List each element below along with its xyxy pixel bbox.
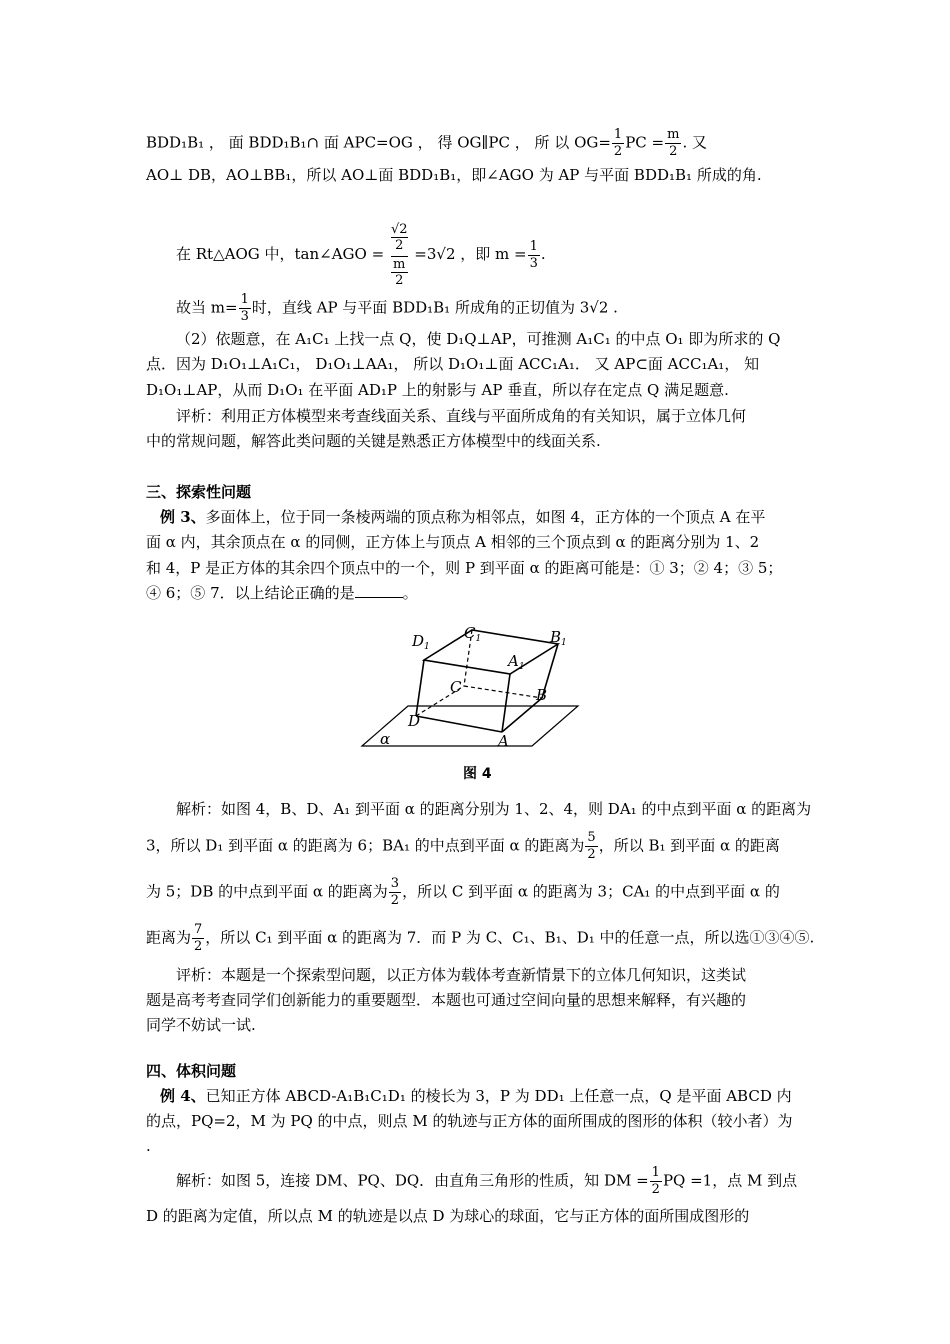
sec3-solution-line3 (146, 876, 810, 909)
text: =3√2 ，即 m = (414, 245, 527, 263)
sec3-comment-line1: 评析：本题是一个探索型问题，以正方体为载体考查新情景下的立体几何知识，这类试 (176, 966, 747, 984)
sec4-line3: . (146, 1137, 151, 1155)
p2-line2: 点．因为 D₁O₁⊥A₁C₁， D₁O₁⊥AA₁， 所以 D₁O₁⊥面 ACC₁A₁． 又 AP⊂面 ACC₁A₁， 知 (146, 355, 760, 373)
sec3-line1 (160, 506, 824, 528)
edge-d-a (416, 716, 502, 732)
text: 故当 m= (176, 298, 238, 317)
fraction: $\frac{3}{2}$ (390, 876, 400, 908)
sec3-solution-line1: 解析：如图 4，B、D、A₁ 到平面 α 的距离分别为 1、2、4，则 DA₁ 的中点到平面 α 的距离为 (176, 800, 812, 818)
text: 3，所以 D₁ 到平面 α 的距离为 6；BA₁ 的中点到平面 α 的距离为 (146, 836, 585, 855)
text: 距离为 (146, 928, 192, 947)
text: ，所以 C 到平面 α 的距离为 3；CA₁ 的中点到平面 α 的 (402, 882, 780, 901)
text: . (540, 245, 546, 263)
sec4-solution-line2: D 的距离为定值，所以点 M 的轨迹是以点 D 为球心的球面，它与正方体的面所围成图形的 (146, 1207, 750, 1225)
p1-line4 (176, 292, 810, 325)
label-a: A (498, 732, 509, 750)
text: ④ 6；⑤ 7．以上结论正确的是 (146, 584, 355, 602)
text: 在 Rt△AOG 中，tan∠AGO = (176, 245, 385, 263)
label-c1: $C_1$ (464, 624, 482, 644)
text: 多面体上，位于同一条棱两端的顶点称为相邻点，如图 4，正方体的一个顶点 A 在平 (205, 508, 766, 526)
p2-line4: 评析：利用正方体模型来考查线面关系、直线与平面所成角的有关知识，属于立体几何 (176, 407, 747, 425)
edge-a1-a (502, 674, 510, 732)
text: ，所以 B₁ 到平面 α 的距离 (598, 836, 780, 855)
text: PQ =1，点 M 到点 (662, 1171, 798, 1190)
section4-heading: 四、体积问题 (146, 1062, 237, 1080)
label-d1: $D_1$ (412, 632, 430, 652)
text: BDD₁B₁ ， 面 BDD₁B₁∩ 面 APC=OG ， 得 OG∥PC ， 所 以 OG= (146, 133, 611, 152)
fraction: $\frac{1}{3}$ (529, 238, 538, 271)
text: 解析：如图 5，连接 DM、PQ、DQ．由直角三角形的性质，知 DM = (176, 1171, 649, 1190)
text: PC = (625, 133, 665, 152)
sec4-line2: 的点，PQ=2，M 为 PQ 的中点，则点 M 的轨迹与正方体的面所围成的图形的体积（较小者）为 (146, 1112, 793, 1130)
fraction: $\frac{1}{2}$ (613, 127, 623, 159)
label-d: D (408, 712, 421, 730)
sec3-line4 (146, 582, 810, 604)
fraction: $\frac{1}{2}$ (651, 1165, 660, 1197)
p1-line2: AO⊥ DB，AO⊥BB₁，所以 AO⊥面 BDD₁B₁，即∠AGO 为 AP 与平面 BDD₁B₁ 所成的角. (146, 166, 762, 184)
sec3-solution-line4 (146, 922, 815, 955)
sec3-solution-line2 (146, 830, 810, 863)
label-a1: $A_1$ (508, 652, 525, 672)
p1-line1 (146, 127, 810, 160)
label-b: B (536, 686, 548, 704)
section3-heading: 三、探索性问题 (146, 483, 252, 501)
cube-on-plane-figure (360, 624, 590, 759)
p1-line3 (176, 222, 810, 288)
compound-fraction: √2 2 m 2 (390, 222, 408, 288)
sec3-comment-line2: 题是高考考查同学们创新能力的重要题型．本题也可通过空间向量的思想来解释，有兴趣的 (146, 991, 747, 1009)
figure-caption: 图 4 (463, 766, 492, 782)
label-c: C (450, 678, 462, 696)
sec3-comment-line3: 同学不妨试一试. (146, 1016, 256, 1034)
fraction: $\frac{7}{2}$ (194, 922, 203, 954)
fraction: $\frac{5}{2}$ (587, 830, 596, 862)
text: ，所以 C₁ 到平面 α 的距离为 7．而 P 为 C、C₁、B₁、D₁ 中的任意一点，所以选①③④⑤. (205, 928, 815, 947)
sec4-solution-line1 (176, 1165, 810, 1198)
edge-c-b (464, 686, 542, 698)
example-label: 例 4、 (160, 1087, 206, 1105)
text: 为 5；DB 的中点到平面 α 的距离为 (146, 882, 388, 901)
fraction: $\frac{1}{3}$ (240, 292, 249, 324)
example-label: 例 3、 (160, 508, 206, 526)
text: . 又 (682, 133, 707, 152)
cube-top-face (424, 630, 558, 674)
text: 。 (402, 584, 418, 602)
p2-line3: D₁O₁⊥AP，从而 D₁O₁ 在平面 AD₁P 上的射影与 AP 垂直，所以存在定点 Q 满足题意. (146, 381, 729, 399)
answer-blank (355, 583, 403, 598)
fraction: $\frac{m}{2}$ (667, 127, 680, 159)
text: 已知正方体 ABCD-A₁B₁C₁D₁ 的棱长为 3，P 为 DD₁ 上任意一点，Q 是平面 ABCD 内 (205, 1087, 792, 1105)
sec3-line3: 和 4，P 是正方体的其余四个顶点中的一个，则 P 到平面 α 的距离可能是：① 3；② 4；③ 5； (146, 559, 783, 577)
sec4-line1 (160, 1085, 824, 1107)
p2-line1: （2）依题意，在 A₁C₁ 上找一点 Q，使 D₁Q⊥AP，可推测 A₁C₁ 的中点 O₁ 即为所求的 Q (176, 330, 781, 348)
label-b1: $B_1$ (550, 628, 567, 648)
edge-d1-d (416, 660, 424, 716)
text: 时，直线 AP 与平面 BDD₁B₁ 所成角的正切值为 3√2 . (251, 298, 618, 317)
sec3-line2: 面 α 内，其余顶点在 α 的同侧，正方体上与顶点 A 相邻的三个顶点到 α 的距离分别为 1、2 (146, 533, 760, 551)
p2-line5: 中的常规问题，解答此类问题的关键是熟悉正方体模型中的线面关系. (146, 432, 601, 450)
label-alpha: α (380, 730, 391, 748)
